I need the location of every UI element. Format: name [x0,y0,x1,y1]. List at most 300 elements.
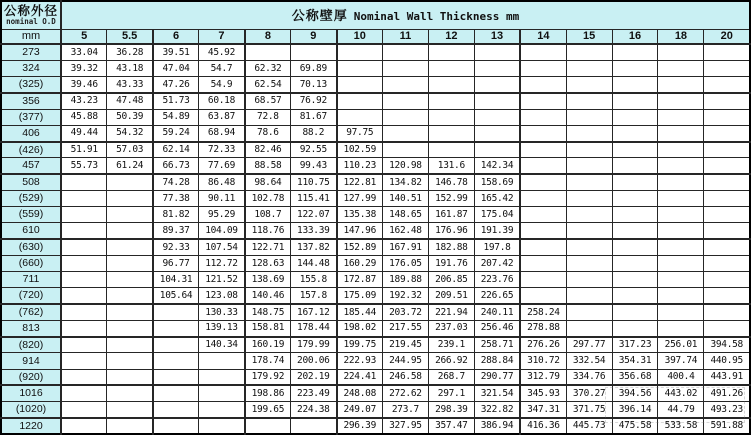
weight-cell: 217.55 [382,320,428,336]
weight-cell: 221.94 [428,304,474,320]
weight-cell [658,272,704,288]
weight-cell [474,142,520,158]
weight-cell: 118.76 [245,223,291,239]
weight-cell: 54.89 [153,109,199,125]
weight-cell: 49.44 [61,125,107,141]
weight-cell: 155.8 [291,272,337,288]
weight-cell [520,93,566,109]
weight-cell [153,320,199,336]
weight-cell [520,239,566,255]
row-label: 324 [1,60,61,76]
weight-cell: 36.28 [107,44,153,60]
weight-cell [612,77,658,93]
weight-cell [658,77,704,93]
weight-cell: 43.18 [107,60,153,76]
weight-cell: 51.73 [153,93,199,109]
weight-cell: 312.79 [520,369,566,385]
weight-cell: 371.75 [566,402,612,418]
weight-cell: 160.19 [245,337,291,353]
weight-cell [107,353,153,369]
weight-cell: 248.08 [337,385,383,401]
table-title-zh: 公称壁厚 [291,7,348,23]
weight-cell: 189.88 [382,272,428,288]
weight-cell: 95.29 [199,207,245,223]
weight-cell: 44.79 [658,402,704,418]
table-row [1,77,750,93]
weight-cell: 178.44 [291,320,337,336]
row-label: (325) [1,77,61,93]
weight-cell: 224.41 [337,369,383,385]
weight-cell: 266.92 [428,353,474,369]
weight-cell: 39.32 [61,60,107,76]
weight-cell: 92.33 [153,239,199,255]
weight-cell [520,272,566,288]
weight-cell: 54.32 [107,125,153,141]
weight-cell [382,77,428,93]
weight-cell: 158.69 [474,174,520,190]
weight-cell [61,190,107,206]
col-header: 10 [337,29,383,44]
weight-cell [566,304,612,320]
weight-cell [520,77,566,93]
weight-cell: 297.77 [566,337,612,353]
weight-cell: 198.86 [245,385,291,401]
weight-cell: 244.95 [382,353,428,369]
weight-cell [474,109,520,125]
weight-cell: 347.31 [520,402,566,418]
row-label: (820) [1,337,61,353]
weight-cell [61,207,107,223]
table-row [1,60,750,76]
table-row [1,125,750,141]
table-title-en: Nominal Wall Thickness mm [353,9,520,23]
weight-cell: 96.77 [153,255,199,271]
weight-cell: 268.7 [428,369,474,385]
weight-cell [61,320,107,336]
weight-cell: 102.78 [245,190,291,206]
weight-cell: 99.43 [291,158,337,174]
weight-cell [474,125,520,141]
weight-cell [61,174,107,190]
weight-cell [61,353,107,369]
weight-cell: 386.94 [474,418,520,434]
weight-cell: 139.13 [199,320,245,336]
weight-cell: 591.88 [704,418,750,434]
weight-cell [566,255,612,271]
weight-cell: 175.09 [337,288,383,304]
weight-cell: 39.46 [61,77,107,93]
weight-cell [428,109,474,125]
weight-cell [153,385,199,401]
weight-cell [566,109,612,125]
weight-cell: 321.54 [474,385,520,401]
weight-cell [61,223,107,239]
weight-cell: 356.68 [612,369,658,385]
weight-cell [520,125,566,141]
weight-cell [566,125,612,141]
weight-cell: 104.31 [153,272,199,288]
weight-cell [658,93,704,109]
weight-cell [612,223,658,239]
weight-cell [474,60,520,76]
weight-cell: 533.58 [658,418,704,434]
weight-cell: 158.81 [245,320,291,336]
weight-cell: 69.89 [291,60,337,76]
weight-cell: 115.41 [291,190,337,206]
weight-cell: 288.84 [474,353,520,369]
weight-cell [612,125,658,141]
weight-cell: 86.48 [199,174,245,190]
weight-cell [704,304,750,320]
weight-cell [337,109,383,125]
weight-cell [566,174,612,190]
weight-cell [612,255,658,271]
weight-cell [566,44,612,60]
weight-cell [704,60,750,76]
row-label: (559) [1,207,61,223]
weight-cell: 400.4 [658,369,704,385]
weight-cell: 246.58 [382,369,428,385]
row-label: 273 [1,44,61,60]
weight-cell: 258.24 [520,304,566,320]
weight-cell: 76.92 [291,93,337,109]
row-label: (426) [1,142,61,158]
weight-cell [704,255,750,271]
weight-cell [658,320,704,336]
row-label: (377) [1,109,61,125]
weight-cell [704,44,750,60]
col-header: 18 [658,29,704,44]
weight-cell: 51.91 [61,142,107,158]
weight-cell: 68.94 [199,125,245,141]
weight-cell [658,109,704,125]
weight-cell [61,255,107,271]
weight-cell: 50.39 [107,109,153,125]
table-row [1,288,750,304]
weight-cell [658,142,704,158]
weight-cell [153,304,199,320]
weight-cell [107,320,153,336]
weight-cell: 296.39 [337,418,383,434]
weight-cell [612,44,658,60]
weight-cell [566,207,612,223]
table-row [1,174,750,190]
weight-cell [520,174,566,190]
weight-cell: 206.85 [428,272,474,288]
col-header: 11 [382,29,428,44]
weight-cell: 332.54 [566,353,612,369]
weight-cell [566,223,612,239]
weight-cell: 89.37 [153,223,199,239]
unit-cell: mm [1,29,61,44]
table-row [1,239,750,255]
weight-cell: 176.05 [382,255,428,271]
weight-cell: 62.14 [153,142,199,158]
weight-cell: 256.46 [474,320,520,336]
weight-cell: 66.73 [153,158,199,174]
weight-cell: 207.42 [474,255,520,271]
weight-cell [566,272,612,288]
weight-cell: 297.1 [428,385,474,401]
weight-cell: 278.88 [520,320,566,336]
weight-cell: 43.33 [107,77,153,93]
weight-cell [199,369,245,385]
weight-cell [704,272,750,288]
weight-cell: 78.6 [245,125,291,141]
weight-cell: 122.81 [337,174,383,190]
weight-cell [107,207,153,223]
weight-cell: 178.74 [245,353,291,369]
weight-cell [704,207,750,223]
weight-cell [704,190,750,206]
weight-cell: 249.07 [337,402,383,418]
weight-cell: 223.76 [474,272,520,288]
weight-cell: 310.72 [520,353,566,369]
weight-cell: 198.02 [337,320,383,336]
weight-cell: 272.62 [382,385,428,401]
table-row [1,44,750,60]
weight-cell [612,207,658,223]
table-row [1,207,750,223]
weight-cell: 167.91 [382,239,428,255]
weight-cell: 152.99 [428,190,474,206]
weight-cell: 203.72 [382,304,428,320]
weight-cell [107,255,153,271]
weight-cell: 443.91 [704,369,750,385]
weight-cell: 370.27 [566,385,612,401]
weight-cell: 61.24 [107,158,153,174]
weight-cell [382,60,428,76]
table-row [1,190,750,206]
weight-cell: 224.38 [291,402,337,418]
weight-cell [658,125,704,141]
weight-cell [153,402,199,418]
weight-cell: 258.71 [474,337,520,353]
weight-cell [658,60,704,76]
weight-cell: 47.04 [153,60,199,76]
weight-cell [612,93,658,109]
weight-cell [153,353,199,369]
weight-cell: 256.01 [658,337,704,353]
weight-cell: 226.65 [474,288,520,304]
weight-cell [612,109,658,125]
weight-cell: 112.72 [199,255,245,271]
weight-cell [107,337,153,353]
weight-cell [382,125,428,141]
weight-cell: 130.33 [199,304,245,320]
row-label: (529) [1,190,61,206]
weight-cell [245,418,291,434]
weight-cell [245,44,291,60]
corner-title: 公称外径 [3,3,58,18]
row-label: (762) [1,304,61,320]
weight-cell [658,223,704,239]
weight-cell: 152.89 [337,239,383,255]
weight-cell [291,44,337,60]
weight-cell [337,44,383,60]
weight-cell [107,385,153,401]
row-label: 457 [1,158,61,174]
weight-cell: 122.71 [245,239,291,255]
weight-cell: 88.58 [245,158,291,174]
weight-cell: 110.23 [337,158,383,174]
col-header: 13 [474,29,520,44]
weight-cell: 47.26 [153,77,199,93]
table-row [1,369,750,385]
weight-cell [566,60,612,76]
weight-cell [61,369,107,385]
weight-cell [382,142,428,158]
weight-cell [337,77,383,93]
weight-cell: 121.52 [199,272,245,288]
weight-cell [107,304,153,320]
row-label: (660) [1,255,61,271]
weight-cell: 45.88 [61,109,107,125]
weight-cell [704,109,750,125]
weight-cell [107,369,153,385]
weight-cell: 62.54 [245,77,291,93]
weight-cell [199,418,245,434]
col-header: 15 [566,29,612,44]
weight-cell: 82.46 [245,142,291,158]
weight-cell: 200.06 [291,353,337,369]
weight-cell: 140.51 [382,190,428,206]
weight-cell [382,44,428,60]
col-header: 7 [199,29,245,44]
weight-cell: 147.96 [337,223,383,239]
col-header: 8 [245,29,291,44]
weight-cell [199,402,245,418]
weight-cell [612,320,658,336]
weight-cell [428,60,474,76]
weight-cell: 185.44 [337,304,383,320]
weight-cell: 74.28 [153,174,199,190]
weight-cell [520,207,566,223]
weight-cell: 39.51 [153,44,199,60]
table-row [1,304,750,320]
weight-cell: 493.23 [704,402,750,418]
weight-cell [61,385,107,401]
weight-cell [612,288,658,304]
weight-cell: 161.87 [428,207,474,223]
weight-cell [153,337,199,353]
weight-cell [566,288,612,304]
weight-cell: 128.63 [245,255,291,271]
weight-cell: 162.48 [382,223,428,239]
weight-cell [520,60,566,76]
col-header: 20 [704,29,750,44]
weight-cell [337,60,383,76]
table-row [1,223,750,239]
weight-cell: 322.82 [474,402,520,418]
weight-cell: 88.2 [291,125,337,141]
row-label: 914 [1,353,61,369]
weight-cell [658,174,704,190]
weight-cell [337,93,383,109]
weight-cell [520,255,566,271]
weight-cell: 137.82 [291,239,337,255]
weight-cell [658,255,704,271]
row-label: 1220 [1,418,61,434]
weight-cell: 273.7 [382,402,428,418]
weight-cell: 47.48 [107,93,153,109]
title-row [1,1,750,29]
weight-cell: 62.32 [245,60,291,76]
weight-cell: 357.47 [428,418,474,434]
weight-cell [612,272,658,288]
weight-cell [61,418,107,434]
corner-subtitle: nominal O.D [6,17,56,27]
weight-cell: 144.48 [291,255,337,271]
row-label: 813 [1,320,61,336]
weight-cell: 70.13 [291,77,337,93]
weight-cell [520,223,566,239]
weight-cell: 394.58 [704,337,750,353]
weight-cell: 239.1 [428,337,474,353]
weight-cell [704,93,750,109]
table-row [1,158,750,174]
weight-cell [612,142,658,158]
weight-cell: 160.29 [337,255,383,271]
weight-cell [612,304,658,320]
weight-cell [520,109,566,125]
weight-cell: 475.58 [612,418,658,434]
weight-cell [612,174,658,190]
weight-cell: 146.78 [428,174,474,190]
row-label: 406 [1,125,61,141]
weight-cell: 191.76 [428,255,474,271]
weight-cell [428,44,474,60]
weight-cell [658,207,704,223]
weight-cell: 197.8 [474,239,520,255]
weight-cell: 176.96 [428,223,474,239]
weight-cell [612,239,658,255]
weight-cell: 138.69 [245,272,291,288]
weight-cell [658,158,704,174]
weight-cell: 133.39 [291,223,337,239]
weight-cell [428,125,474,141]
weight-cell: 298.39 [428,402,474,418]
weight-cell: 240.11 [474,304,520,320]
weight-cell [61,288,107,304]
col-header: 9 [291,29,337,44]
weight-cell [612,158,658,174]
weight-cell: 72.8 [245,109,291,125]
weight-cell: 192.32 [382,288,428,304]
weight-cell [704,125,750,141]
weight-cell [199,353,245,369]
weight-cell: 142.34 [474,158,520,174]
col-header: 12 [428,29,474,44]
weight-cell: 122.07 [291,207,337,223]
weight-cell: 63.87 [199,109,245,125]
weight-cell: 72.33 [199,142,245,158]
weight-cell: 202.19 [291,369,337,385]
row-label: 508 [1,174,61,190]
weight-cell [474,93,520,109]
weight-cell [428,142,474,158]
col-header: 14 [520,29,566,44]
weight-cell: 165.42 [474,190,520,206]
weight-cell: 209.51 [428,288,474,304]
weight-cell [153,369,199,385]
weight-cell: 123.08 [199,288,245,304]
weight-cell [658,288,704,304]
table-title [61,1,750,29]
weight-cell: 134.82 [382,174,428,190]
row-label: (720) [1,288,61,304]
table-row [1,353,750,369]
